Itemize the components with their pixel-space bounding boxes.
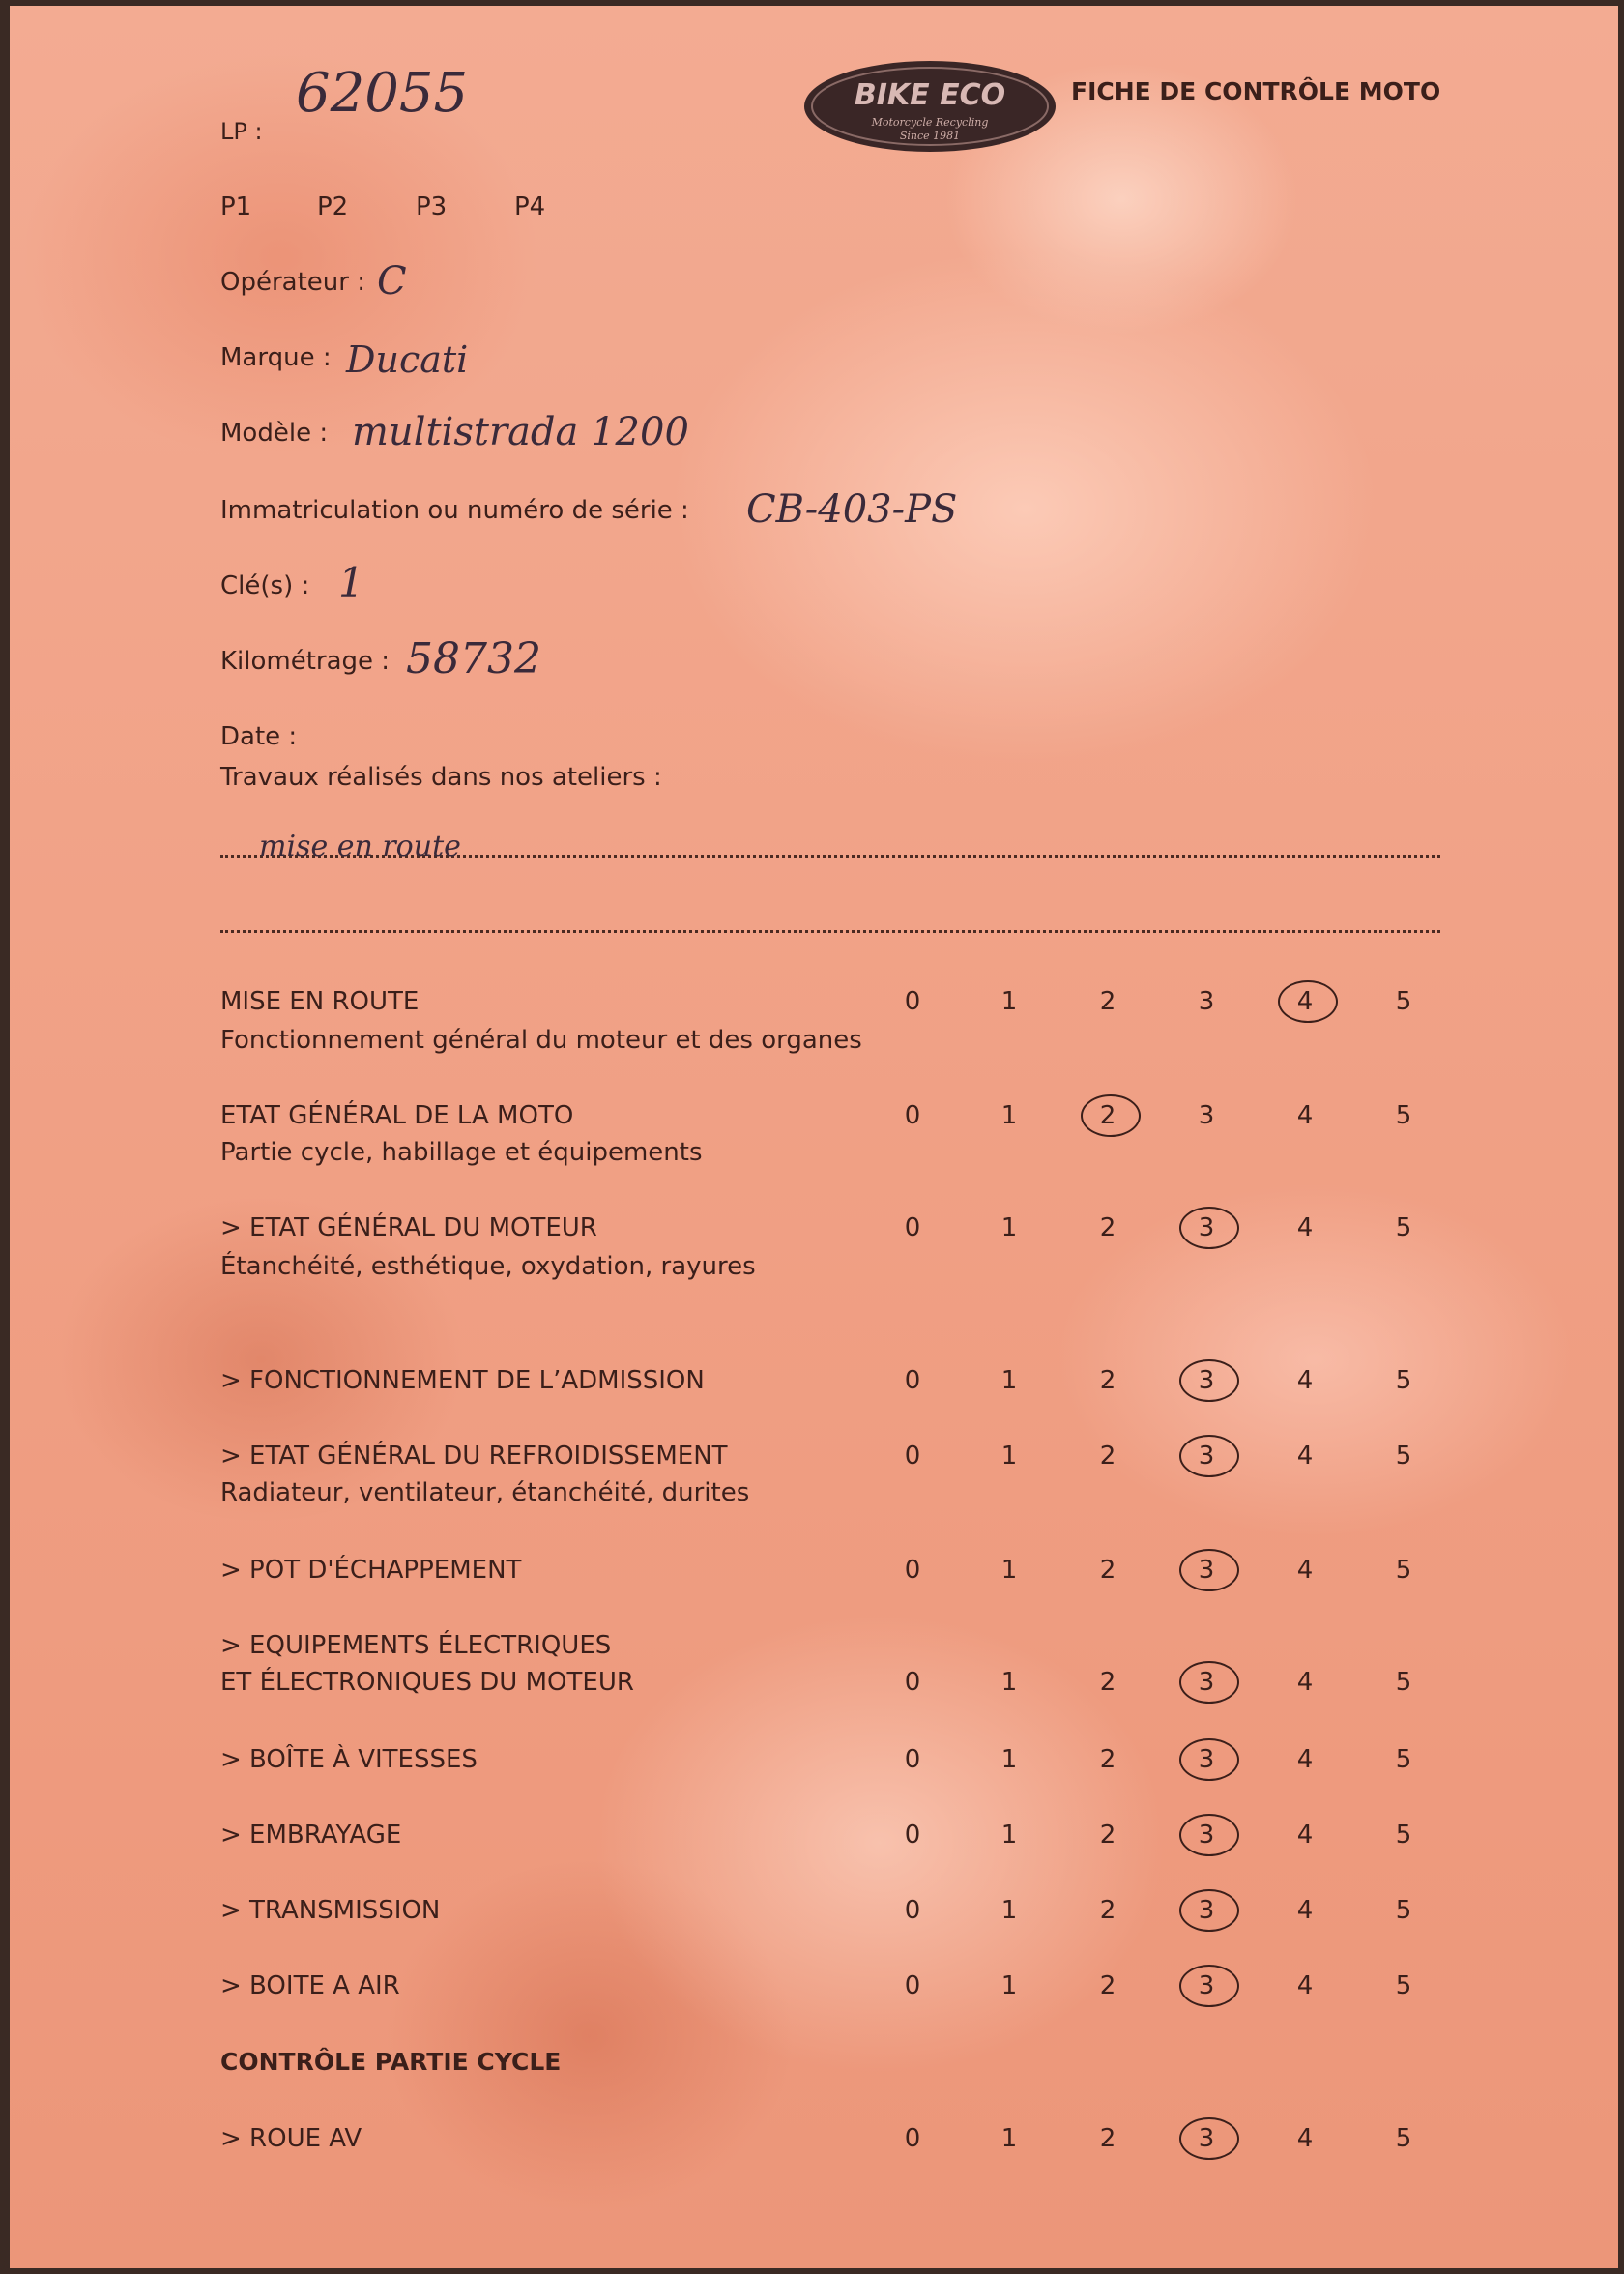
- score-transmission-5[interactable]: 5: [1395, 1896, 1412, 1925]
- score-bike-state-1[interactable]: 1: [1000, 1101, 1018, 1130]
- score-electrics-2[interactable]: 2: [1099, 1668, 1116, 1697]
- score-bike-state-4[interactable]: 4: [1296, 1101, 1314, 1130]
- score-gearbox-1[interactable]: 1: [1000, 1745, 1018, 1774]
- score-start-2[interactable]: 2: [1099, 987, 1116, 1016]
- lp-label: LP :: [220, 118, 263, 145]
- score-transmission-4[interactable]: 4: [1296, 1896, 1314, 1925]
- score-gearbox-3[interactable]: 3: [1198, 1745, 1215, 1774]
- score-clutch-0[interactable]: 0: [904, 1821, 921, 1850]
- score-front-wheel-3[interactable]: 3: [1198, 2124, 1215, 2153]
- check-label-clutch: > EMBRAYAGE: [220, 1821, 402, 1850]
- score-cooling-4[interactable]: 4: [1296, 1442, 1314, 1471]
- score-bike-state-2[interactable]: 2: [1099, 1101, 1116, 1130]
- check-label-bike-state: ETAT GÉNÉRAL DE LA MOTO: [220, 1101, 574, 1130]
- score-gearbox-5[interactable]: 5: [1395, 1745, 1412, 1774]
- score-clutch-5[interactable]: 5: [1395, 1821, 1412, 1850]
- check-label-front-wheel: > ROUE AV: [220, 2124, 362, 2153]
- score-intake-3[interactable]: 3: [1198, 1366, 1215, 1395]
- check-label-engine-state: > ETAT GÉNÉRAL DU MOTEUR: [220, 1213, 597, 1242]
- score-clutch-3[interactable]: 3: [1198, 1821, 1215, 1850]
- score-engine-state-4[interactable]: 4: [1296, 1213, 1314, 1242]
- score-front-wheel-5[interactable]: 5: [1395, 2124, 1412, 2153]
- score-bike-state-0[interactable]: 0: [904, 1101, 921, 1130]
- score-electrics-1[interactable]: 1: [1000, 1668, 1018, 1697]
- position-p1[interactable]: P1: [220, 192, 252, 221]
- model-label: Modèle :: [220, 419, 329, 448]
- score-circle-engine-state: [1179, 1207, 1239, 1249]
- works-line-2[interactable]: [220, 930, 1440, 933]
- check-label-exhaust: > POT D'ÉCHAPPEMENT: [220, 1556, 522, 1585]
- score-intake-1[interactable]: 1: [1000, 1366, 1018, 1395]
- score-airbox-1[interactable]: 1: [1000, 1971, 1018, 2000]
- check-sub-bike-state: Partie cycle, habillage et équipements: [220, 1138, 703, 1167]
- score-cooling-5[interactable]: 5: [1395, 1442, 1412, 1471]
- check-label-electrics-2: ET ÉLECTRONIQUES DU MOTEUR: [220, 1668, 634, 1697]
- logo-since: Since 1981: [899, 130, 961, 142]
- score-airbox-0[interactable]: 0: [904, 1971, 921, 2000]
- score-bike-state-5[interactable]: 5: [1395, 1101, 1412, 1130]
- score-engine-state-1[interactable]: 1: [1000, 1213, 1018, 1242]
- check-sub-engine-state: Étanchéité, esthétique, oxydation, rayures: [220, 1252, 756, 1281]
- score-bike-state-3[interactable]: 3: [1198, 1101, 1215, 1130]
- score-intake-5[interactable]: 5: [1395, 1366, 1412, 1395]
- position-p4[interactable]: P4: [514, 192, 546, 221]
- score-start-5[interactable]: 5: [1395, 987, 1412, 1016]
- score-transmission-3[interactable]: 3: [1198, 1896, 1215, 1925]
- check-label-gearbox: > BOÎTE À VITESSES: [220, 1745, 478, 1774]
- score-exhaust-3[interactable]: 3: [1198, 1556, 1215, 1585]
- score-circle-exhaust: [1179, 1549, 1239, 1591]
- score-front-wheel-0[interactable]: 0: [904, 2124, 921, 2153]
- score-exhaust-4[interactable]: 4: [1296, 1556, 1314, 1585]
- score-start-4[interactable]: 4: [1296, 987, 1314, 1016]
- score-circle-intake: [1179, 1359, 1239, 1402]
- operator-label: Opérateur :: [220, 268, 365, 297]
- mileage-value[interactable]: 58732: [406, 634, 541, 684]
- mileage-label: Kilométrage :: [220, 647, 391, 676]
- score-intake-0[interactable]: 0: [904, 1366, 921, 1395]
- score-start-3[interactable]: 3: [1198, 987, 1215, 1016]
- lp-value[interactable]: 62055: [296, 62, 469, 125]
- score-circle-electrics: [1179, 1661, 1239, 1704]
- brand-value[interactable]: Ducati: [346, 338, 469, 381]
- score-intake-2[interactable]: 2: [1099, 1366, 1116, 1395]
- position-p2[interactable]: P2: [317, 192, 349, 221]
- keys-value[interactable]: 1: [338, 559, 364, 606]
- works-line-1-value: mise en route: [259, 830, 461, 863]
- works-label: Travaux réalisés dans nos ateliers :: [220, 763, 662, 792]
- score-circle-front-wheel: [1179, 2117, 1239, 2160]
- score-engine-state-0[interactable]: 0: [904, 1213, 921, 1242]
- score-cooling-0[interactable]: 0: [904, 1442, 921, 1471]
- score-gearbox-4[interactable]: 4: [1296, 1745, 1314, 1774]
- score-cooling-3[interactable]: 3: [1198, 1442, 1215, 1471]
- score-airbox-4[interactable]: 4: [1296, 1971, 1314, 2000]
- score-cooling-1[interactable]: 1: [1000, 1442, 1018, 1471]
- score-clutch-1[interactable]: 1: [1000, 1821, 1018, 1850]
- operator-value[interactable]: C: [377, 259, 407, 304]
- score-gearbox-2[interactable]: 2: [1099, 1745, 1116, 1774]
- score-electrics-5[interactable]: 5: [1395, 1668, 1412, 1697]
- score-electrics-4[interactable]: 4: [1296, 1668, 1314, 1697]
- score-engine-state-3[interactable]: 3: [1198, 1213, 1215, 1242]
- score-transmission-1[interactable]: 1: [1000, 1896, 1018, 1925]
- score-airbox-3[interactable]: 3: [1198, 1971, 1215, 2000]
- position-p3[interactable]: P3: [416, 192, 448, 221]
- check-label-transmission: > TRANSMISSION: [220, 1896, 441, 1925]
- score-exhaust-2[interactable]: 2: [1099, 1556, 1116, 1585]
- control-sheet: [10, 6, 1618, 2268]
- score-circle-cooling: [1179, 1435, 1239, 1477]
- score-airbox-2[interactable]: 2: [1099, 1971, 1116, 2000]
- bike-eco-logo: [802, 58, 1058, 155]
- score-transmission-2[interactable]: 2: [1099, 1896, 1116, 1925]
- score-cooling-2[interactable]: 2: [1099, 1442, 1116, 1471]
- score-airbox-5[interactable]: 5: [1395, 1971, 1412, 2000]
- score-circle-clutch: [1179, 1814, 1239, 1856]
- score-circle-start: [1278, 980, 1338, 1023]
- score-circle-airbox: [1179, 1965, 1239, 2007]
- score-front-wheel-4[interactable]: 4: [1296, 2124, 1314, 2153]
- score-electrics-0[interactable]: 0: [904, 1668, 921, 1697]
- keys-label: Clé(s) :: [220, 571, 310, 600]
- score-exhaust-5[interactable]: 5: [1395, 1556, 1412, 1585]
- score-transmission-0[interactable]: 0: [904, 1896, 921, 1925]
- page-title: FICHE DE CONTRÔLE MOTO: [1071, 77, 1441, 105]
- check-sub-start: Fonctionnement général du moteur et des organes: [220, 1026, 862, 1055]
- check-label-electrics: > EQUIPEMENTS ÉLECTRIQUES: [220, 1631, 612, 1660]
- score-start-1[interactable]: 1: [1000, 987, 1018, 1016]
- score-engine-state-5[interactable]: 5: [1395, 1213, 1412, 1242]
- registration-value[interactable]: CB-403-PS: [746, 487, 958, 532]
- score-circle-bike-state: [1081, 1094, 1141, 1137]
- score-clutch-4[interactable]: 4: [1296, 1821, 1314, 1850]
- check-label-start: MISE EN ROUTE: [220, 987, 420, 1016]
- score-circle-gearbox: [1179, 1738, 1239, 1781]
- check-label-intake: > FONCTIONNEMENT DE L’ADMISSION: [220, 1366, 705, 1395]
- score-circle-transmission: [1179, 1889, 1239, 1932]
- score-exhaust-0[interactable]: 0: [904, 1556, 921, 1585]
- check-label-airbox: > BOITE A AIR: [220, 1971, 400, 2000]
- score-engine-state-2[interactable]: 2: [1099, 1213, 1116, 1242]
- score-front-wheel-1[interactable]: 1: [1000, 2124, 1018, 2153]
- model-value[interactable]: multistrada 1200: [352, 410, 689, 454]
- score-clutch-2[interactable]: 2: [1099, 1821, 1116, 1850]
- score-start-0[interactable]: 0: [904, 987, 921, 1016]
- logo-subtext: Motorcycle Recycling: [871, 116, 989, 129]
- logo-text: BIKE ECO: [854, 78, 1006, 112]
- check-sub-cooling: Radiateur, ventilateur, étanchéité, durites: [220, 1478, 750, 1507]
- score-gearbox-0[interactable]: 0: [904, 1745, 921, 1774]
- score-exhaust-1[interactable]: 1: [1000, 1556, 1018, 1585]
- score-intake-4[interactable]: 4: [1296, 1366, 1314, 1395]
- section-title-cycle: CONTRÔLE PARTIE CYCLE: [220, 2048, 562, 2076]
- score-electrics-3[interactable]: 3: [1198, 1668, 1215, 1697]
- brand-label: Marque :: [220, 343, 332, 372]
- registration-label: Immatriculation ou numéro de série :: [220, 496, 689, 525]
- date-label: Date :: [220, 722, 298, 751]
- check-label-cooling: > ETAT GÉNÉRAL DU REFROIDISSEMENT: [220, 1442, 728, 1471]
- score-front-wheel-2[interactable]: 2: [1099, 2124, 1116, 2153]
